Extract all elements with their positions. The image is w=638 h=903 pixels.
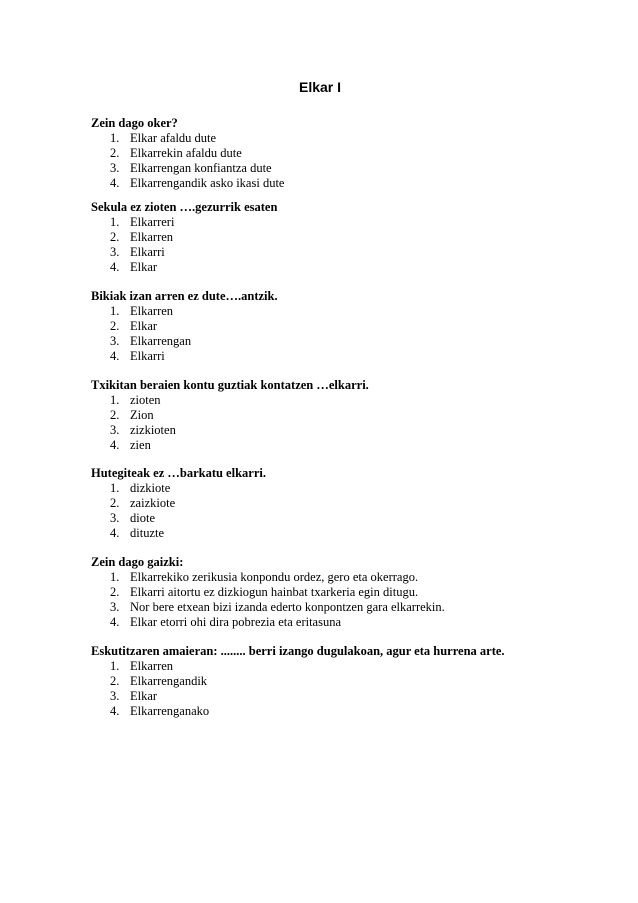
option-text: diote (130, 511, 155, 525)
option-item (91, 511, 611, 526)
option-number: 2. (110, 408, 120, 422)
option-number: 3. (110, 511, 120, 525)
option-item (91, 659, 611, 674)
option-item (91, 319, 611, 334)
option-item (91, 615, 611, 630)
option-number: 1. (110, 393, 120, 407)
option-item (91, 161, 611, 176)
option-text: zaizkiote (130, 496, 176, 510)
option-list (91, 570, 611, 630)
option-item (91, 245, 611, 260)
option-item (91, 260, 611, 275)
option-item (91, 304, 611, 319)
question-1 (91, 116, 611, 191)
option-number: 3. (110, 334, 120, 348)
option-number: 2. (110, 585, 120, 599)
option-item (91, 438, 611, 453)
question-7 (91, 644, 611, 719)
question-4 (91, 378, 611, 453)
option-item (91, 334, 611, 349)
option-number: 2. (110, 230, 120, 244)
option-list (91, 304, 611, 364)
option-text: Elkarri (130, 349, 165, 363)
option-number: 4. (110, 349, 120, 363)
option-item (91, 570, 611, 585)
option-list (91, 659, 611, 719)
option-item (91, 349, 611, 364)
question-5 (91, 466, 611, 541)
question-3 (91, 289, 611, 364)
option-text: Elkarren (130, 659, 174, 673)
option-list (91, 481, 611, 541)
option-item (91, 408, 611, 423)
question-2 (91, 200, 611, 275)
option-item (91, 131, 611, 146)
option-list (91, 131, 611, 191)
option-text: Elkarri aitortu ez dizkiogun hainbat txarkeria egin ditugu. (130, 585, 419, 599)
option-item (91, 481, 611, 496)
option-text: Elkarrekiko zerikusia konpondu ordez, gero eta okerrago. (130, 570, 419, 584)
option-text: zizkioten (130, 423, 176, 437)
option-list (91, 215, 611, 275)
option-list (91, 393, 611, 453)
option-text: dizkiote (130, 481, 171, 495)
option-text: Elkar afaldu dute (130, 131, 217, 145)
option-number: 1. (110, 659, 120, 673)
option-number: 3. (110, 161, 120, 175)
option-number: 3. (110, 423, 120, 437)
question-text: Zein dago oker? (91, 116, 178, 130)
option-number: 4. (110, 260, 120, 274)
option-text: dituzte (130, 526, 165, 540)
question-text: Txikitan beraien kontu guztiak kontatzen …elkarri. (91, 378, 369, 392)
option-text: Elkar (130, 689, 158, 703)
page-title: Elkar I (298, 79, 342, 95)
option-text: zioten (130, 393, 161, 407)
option-item (91, 600, 611, 615)
option-number: 3. (110, 689, 120, 703)
option-number: 4. (110, 526, 120, 540)
option-number: 2. (110, 319, 120, 333)
option-item (91, 176, 611, 191)
option-item (91, 674, 611, 689)
option-item (91, 393, 611, 408)
option-item (91, 146, 611, 161)
option-text: Elkar (130, 260, 158, 274)
question-text: Zein dago gaizki: (91, 555, 184, 569)
option-number: 3. (110, 600, 120, 614)
question-text: Hutegiteak ez …barkatu elkarri. (91, 466, 266, 480)
option-number: 1. (110, 131, 120, 145)
option-text: Nor bere etxean bizi izanda ederto konpontzen gara elkarrekin. (130, 600, 445, 614)
option-item (91, 526, 611, 541)
option-item (91, 496, 611, 511)
option-text: Zion (130, 408, 154, 422)
option-number: 3. (110, 245, 120, 259)
option-text: zien (130, 438, 151, 452)
option-text: Elkarrenganako (130, 704, 210, 718)
option-text: Elkarreri (130, 215, 175, 229)
option-text: Elkar (130, 319, 158, 333)
option-text: Elkarrengandik (130, 674, 208, 688)
option-item (91, 215, 611, 230)
option-number: 4. (110, 438, 120, 452)
option-number: 1. (110, 215, 120, 229)
option-number: 4. (110, 615, 120, 629)
option-item (91, 423, 611, 438)
option-number: 4. (110, 704, 120, 718)
option-number: 4. (110, 176, 120, 190)
option-text: Elkarrengan konfiantza dute (130, 161, 272, 175)
option-number: 2. (110, 674, 120, 688)
question-text: Eskutitzaren amaieran: ........ berri izango dugulakoan, agur eta hurrena arte. (91, 644, 505, 658)
option-item (91, 230, 611, 245)
option-text: Elkarrengandik asko ikasi dute (130, 176, 285, 190)
question-text: Sekula ez zioten ….gezurrik esaten (91, 200, 278, 214)
question-text: Bikiak izan arren ez dute….antzik. (91, 289, 278, 303)
option-text: Elkarren (130, 304, 174, 318)
option-text: Elkarrekin afaldu dute (130, 146, 242, 160)
option-item (91, 689, 611, 704)
question-6 (91, 555, 611, 630)
option-item (91, 704, 611, 719)
option-item (91, 585, 611, 600)
option-text: Elkarri (130, 245, 165, 259)
option-text: Elkarrengan (130, 334, 192, 348)
option-number: 1. (110, 304, 120, 318)
option-number: 1. (110, 570, 120, 584)
option-number: 2. (110, 496, 120, 510)
option-number: 2. (110, 146, 120, 160)
option-number: 1. (110, 481, 120, 495)
option-text: Elkar etorri ohi dira pobrezia eta eritasuna (130, 615, 342, 629)
option-text: Elkarren (130, 230, 174, 244)
